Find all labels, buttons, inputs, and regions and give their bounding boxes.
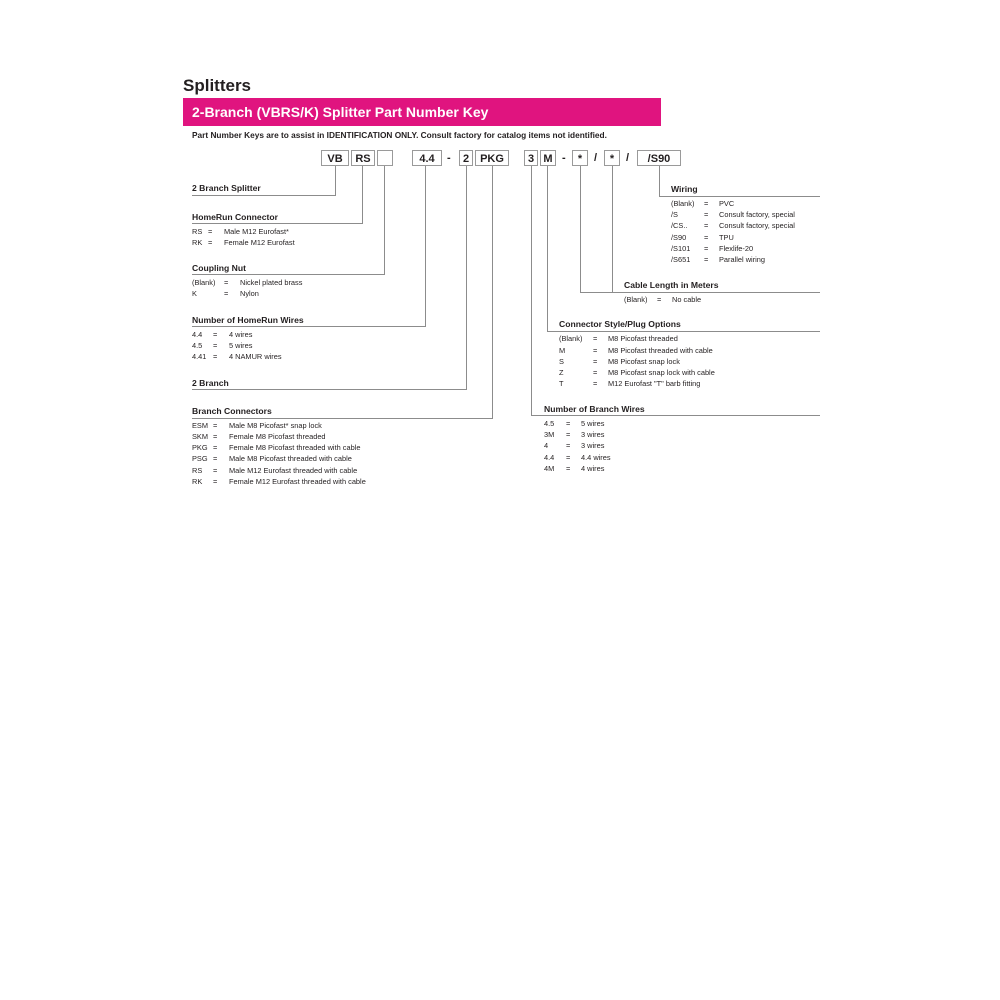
option-description: M8 Picofast snap lock with cable [608,368,715,377]
option-description: 5 wires [581,419,605,428]
option-description: Male M8 Picofast* snap lock [229,421,322,430]
option-description: No cable [672,295,702,304]
option-equals: = [213,443,218,452]
option-code: PKG [192,443,208,452]
option-equals: = [566,464,571,473]
option-equals: = [704,210,709,219]
option-equals: = [213,432,218,441]
part-box-coupling-nut [377,150,393,166]
option-equals: = [704,255,709,264]
option-description: M8 Picofast threaded [608,334,678,343]
option-description: M8 Picofast snap lock [608,357,680,366]
heading-connector-style: Connector Style/Plug Options [559,319,681,329]
option-code: /CS.. [671,221,688,230]
leader-line [580,292,820,293]
part-box-homerun-connector: RS [351,150,375,166]
option-description: Female M8 Picofast threaded [229,432,326,441]
option-code: T [559,379,564,388]
heading-branch-wires: Number of Branch Wires [544,404,645,414]
heading-homerun-wires: Number of HomeRun Wires [192,315,304,325]
option-equals: = [593,346,598,355]
option-description: Nylon [240,289,259,298]
part-box-connector-style: M [540,150,556,166]
option-equals: = [593,379,598,388]
part-box-branches: 2 [459,150,473,166]
option-equals: = [213,454,218,463]
option-description: Consult factory, special [719,210,795,219]
option-equals: = [208,227,213,236]
option-equals: = [566,430,571,439]
option-code: 3M [544,430,555,439]
leader-line [192,389,467,390]
leader-line [466,166,467,390]
leader-line [580,166,581,293]
leader-line [362,166,363,224]
option-description: Parallel wiring [719,255,766,264]
option-description: 4 NAMUR wires [229,352,282,361]
option-code: K [192,289,197,298]
option-description: Female M8 Picofast threaded with cable [229,443,361,452]
option-description: Consult factory, special [719,221,795,230]
option-code: /S651 [671,255,691,264]
option-code: ESM [192,421,209,430]
part-box-wiring: /S90 [637,150,681,166]
option-equals: = [213,477,218,486]
option-description: M8 Picofast threaded with cable [608,346,713,355]
heading-branch-connectors: Branch Connectors [192,406,272,416]
part-box-series: VB [321,150,349,166]
leader-line [192,326,426,327]
option-code: RK [192,238,203,247]
option-description: 4 wires [581,464,605,473]
option-equals: = [566,453,571,462]
option-description: Male M8 Picofast threaded with cable [229,454,352,463]
option-description: 5 wires [229,341,253,350]
leader-line [659,166,660,197]
option-code: RK [192,477,203,486]
option-equals: = [566,419,571,428]
heading-cable-length: Cable Length in Meters [624,280,719,290]
option-equals: = [213,352,218,361]
part-separator: - [447,152,451,164]
option-equals: = [704,233,709,242]
option-equals: = [593,334,598,343]
heading-homerun-connector: HomeRun Connector [192,212,278,222]
heading-wiring: Wiring [671,184,698,194]
option-code: RS [192,466,203,475]
option-code: SKM [192,432,209,441]
option-code: S [559,357,564,366]
option-equals: = [224,289,229,298]
leader-line [192,274,385,275]
heading-2-branch-splitter: 2 Branch Splitter [192,183,261,193]
part-box-homerun-wires: 4.4 [412,150,442,166]
option-code: 4M [544,464,555,473]
option-equals: = [566,441,571,450]
option-code: 4.4 [544,453,555,462]
option-description: Nickel plated brass [240,278,303,287]
option-code: /S90 [671,233,687,242]
part-box-option: * [604,150,620,166]
leader-line [335,166,336,196]
heading-coupling-nut: Coupling Nut [192,263,246,273]
leader-line [612,166,613,293]
leader-line [531,415,820,416]
leader-line [192,223,363,224]
option-equals: = [593,368,598,377]
option-equals: = [704,244,709,253]
option-equals: = [704,199,709,208]
option-description: PVC [719,199,735,208]
part-box-branch-wires: 3 [524,150,538,166]
option-code: 4.4 [192,330,203,339]
option-equals: = [593,357,598,366]
option-description: M12 Eurofast "T" barb fitting [608,379,701,388]
option-equals: = [208,238,213,247]
option-code: RS [192,227,203,236]
heading-2-branch: 2 Branch [192,378,229,388]
leader-line [492,166,493,419]
option-code: (Blank) [624,295,648,304]
option-description: 3 wires [581,441,605,450]
option-code: M [559,346,566,355]
option-code: 4.5 [544,419,555,428]
option-code: (Blank) [671,199,695,208]
option-description: 4 wires [229,330,253,339]
leader-line [425,166,426,327]
leader-line [192,418,493,419]
option-description: TPU [719,233,734,242]
option-description: 3 wires [581,430,605,439]
part-box-cable-length: * [572,150,588,166]
option-equals: = [213,421,218,430]
option-code: (Blank) [559,334,583,343]
option-equals: = [213,341,218,350]
option-description: Flexlife-20 [719,244,754,253]
leader-line [384,166,385,275]
identification-note: Part Number Keys are to assist in IDENTIFICATION ONLY. Consult factory for catalog items not identified. [192,130,607,140]
page-title: Splitters [183,76,252,95]
option-equals: = [213,466,218,475]
option-equals: = [704,221,709,230]
leader-line [547,166,548,332]
option-code: 4.41 [192,352,207,361]
option-equals: = [213,330,218,339]
option-description: Male M12 Eurofast* [224,227,289,236]
option-description: Male M12 Eurofast threaded with cable [229,466,358,475]
option-code: PSG [192,454,208,463]
part-separator: / [626,152,630,164]
part-box-branch-connectors: PKG [475,150,509,166]
part-separator: - [562,152,566,164]
option-description: 4.4 wires [581,453,611,462]
leader-line [547,331,820,332]
option-code: (Blank) [192,278,216,287]
banner-title: 2-Branch (VBRS/K) Splitter Part Number Key [192,104,489,120]
option-code: Z [559,368,564,377]
leader-line [531,166,532,416]
part-separator: / [594,152,598,164]
option-description: Female M12 Eurofast [224,238,295,247]
option-code: 4 [544,441,549,450]
option-equals: = [657,295,662,304]
option-code: /S [671,210,678,219]
option-code: /S101 [671,244,691,253]
option-description: Female M12 Eurofast threaded with cable [229,477,366,486]
option-equals: = [224,278,229,287]
leader-line [192,195,336,196]
option-code: 4.5 [192,341,203,350]
leader-line [659,196,820,197]
